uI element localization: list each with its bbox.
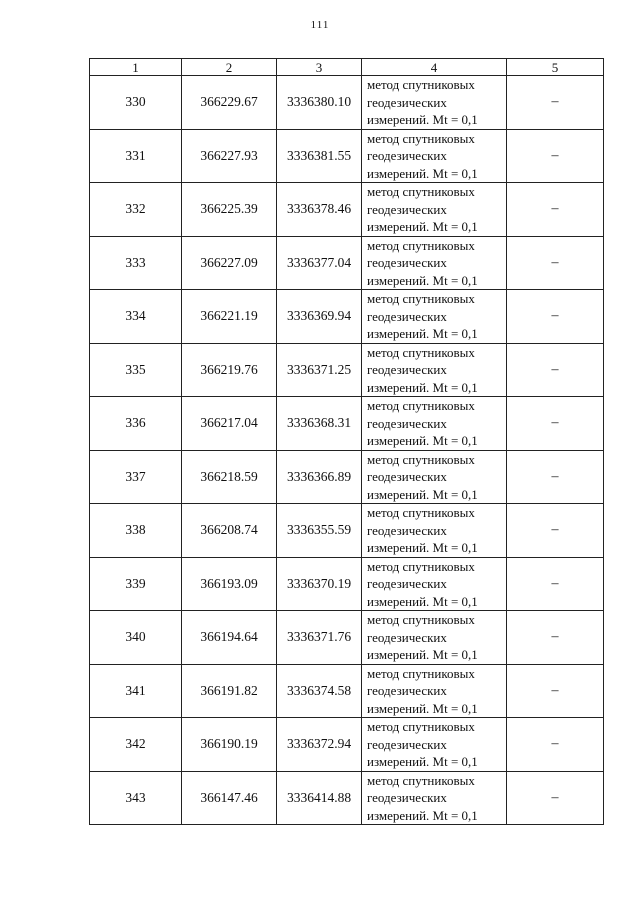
note: – [507, 450, 604, 504]
point-number: 342 [90, 718, 182, 772]
table-header [90, 59, 604, 76]
header-row [90, 59, 604, 76]
measurement-method: метод спутниковых геодезических измерений. Mt = 0,1 [362, 771, 507, 825]
measurement-method: метод спутниковых геодезических измерений. Mt = 0,1 [362, 76, 507, 130]
note: – [507, 504, 604, 558]
x-coordinate: 366147.46 [182, 771, 277, 825]
measurement-method: метод спутниковых геодезических измерений. Mt = 0,1 [362, 718, 507, 772]
point-number: 334 [90, 290, 182, 344]
measurement-method: метод спутниковых геодезических измерений. Mt = 0,1 [362, 129, 507, 183]
x-coordinate: 366190.19 [182, 718, 277, 772]
measurement-method: метод спутниковых геодезических измерений. Mt = 0,1 [362, 664, 507, 718]
table-row [90, 343, 604, 397]
y-coordinate: 3336370.19 [277, 557, 362, 611]
y-coordinate: 3336355.59 [277, 504, 362, 558]
x-coordinate: 366221.19 [182, 290, 277, 344]
point-number: 335 [90, 343, 182, 397]
x-coordinate: 366191.82 [182, 664, 277, 718]
point-number: 336 [90, 397, 182, 451]
point-number: 330 [90, 76, 182, 130]
table-row [90, 718, 604, 772]
table-row [90, 290, 604, 344]
note: – [507, 664, 604, 718]
note: – [507, 290, 604, 344]
point-number: 341 [90, 664, 182, 718]
y-coordinate: 3336377.04 [277, 236, 362, 290]
column-header-4: 4 [362, 59, 507, 76]
y-coordinate: 3336372.94 [277, 718, 362, 772]
table-row [90, 76, 604, 130]
x-coordinate: 366227.93 [182, 129, 277, 183]
column-header-3: 3 [277, 59, 362, 76]
y-coordinate: 3336381.55 [277, 129, 362, 183]
column-header-2: 2 [182, 59, 277, 76]
column-header-1: 1 [90, 59, 182, 76]
y-coordinate: 3336371.76 [277, 611, 362, 665]
x-coordinate: 366217.04 [182, 397, 277, 451]
note: – [507, 771, 604, 825]
table-row [90, 397, 604, 451]
note: – [507, 718, 604, 772]
table-row [90, 450, 604, 504]
y-coordinate: 3336366.89 [277, 450, 362, 504]
page-number: 111 [310, 19, 330, 31]
note: – [507, 76, 604, 130]
x-coordinate: 366208.74 [182, 504, 277, 558]
y-coordinate: 3336368.31 [277, 397, 362, 451]
coordinates-table [89, 58, 604, 825]
measurement-method: метод спутниковых геодезических измерений. Mt = 0,1 [362, 504, 507, 558]
table-body [90, 76, 604, 825]
y-coordinate: 3336414.88 [277, 771, 362, 825]
measurement-method: метод спутниковых геодезических измерений. Mt = 0,1 [362, 450, 507, 504]
note: – [507, 129, 604, 183]
measurement-method: метод спутниковых геодезических измерений. Mt = 0,1 [362, 557, 507, 611]
x-coordinate: 366194.64 [182, 611, 277, 665]
point-number: 333 [90, 236, 182, 290]
point-number: 332 [90, 183, 182, 237]
note: – [507, 557, 604, 611]
measurement-method: метод спутниковых геодезических измерений. Mt = 0,1 [362, 397, 507, 451]
table-row [90, 129, 604, 183]
measurement-method: метод спутниковых геодезических измерений. Mt = 0,1 [362, 290, 507, 344]
note: – [507, 183, 604, 237]
x-coordinate: 366218.59 [182, 450, 277, 504]
point-number: 339 [90, 557, 182, 611]
note: – [507, 397, 604, 451]
note: – [507, 611, 604, 665]
table-row [90, 664, 604, 718]
point-number: 343 [90, 771, 182, 825]
x-coordinate: 366227.09 [182, 236, 277, 290]
measurement-method: метод спутниковых геодезических измерений. Mt = 0,1 [362, 236, 507, 290]
x-coordinate: 366225.39 [182, 183, 277, 237]
point-number: 331 [90, 129, 182, 183]
column-header-5: 5 [507, 59, 604, 76]
y-coordinate: 3336380.10 [277, 76, 362, 130]
x-coordinate: 366193.09 [182, 557, 277, 611]
point-number: 338 [90, 504, 182, 558]
table-row [90, 504, 604, 558]
measurement-method: метод спутниковых геодезических измерений. Mt = 0,1 [362, 183, 507, 237]
y-coordinate: 3336374.58 [277, 664, 362, 718]
table-row [90, 771, 604, 825]
table-row [90, 183, 604, 237]
y-coordinate: 3336378.46 [277, 183, 362, 237]
note: – [507, 343, 604, 397]
table-row [90, 611, 604, 665]
table-row [90, 236, 604, 290]
measurement-method: метод спутниковых геодезических измерений. Mt = 0,1 [362, 611, 507, 665]
note: – [507, 236, 604, 290]
y-coordinate: 3336371.25 [277, 343, 362, 397]
y-coordinate: 3336369.94 [277, 290, 362, 344]
x-coordinate: 366219.76 [182, 343, 277, 397]
x-coordinate: 366229.67 [182, 76, 277, 130]
point-number: 340 [90, 611, 182, 665]
table-row [90, 557, 604, 611]
measurement-method: метод спутниковых геодезических измерений. Mt = 0,1 [362, 343, 507, 397]
point-number: 337 [90, 450, 182, 504]
